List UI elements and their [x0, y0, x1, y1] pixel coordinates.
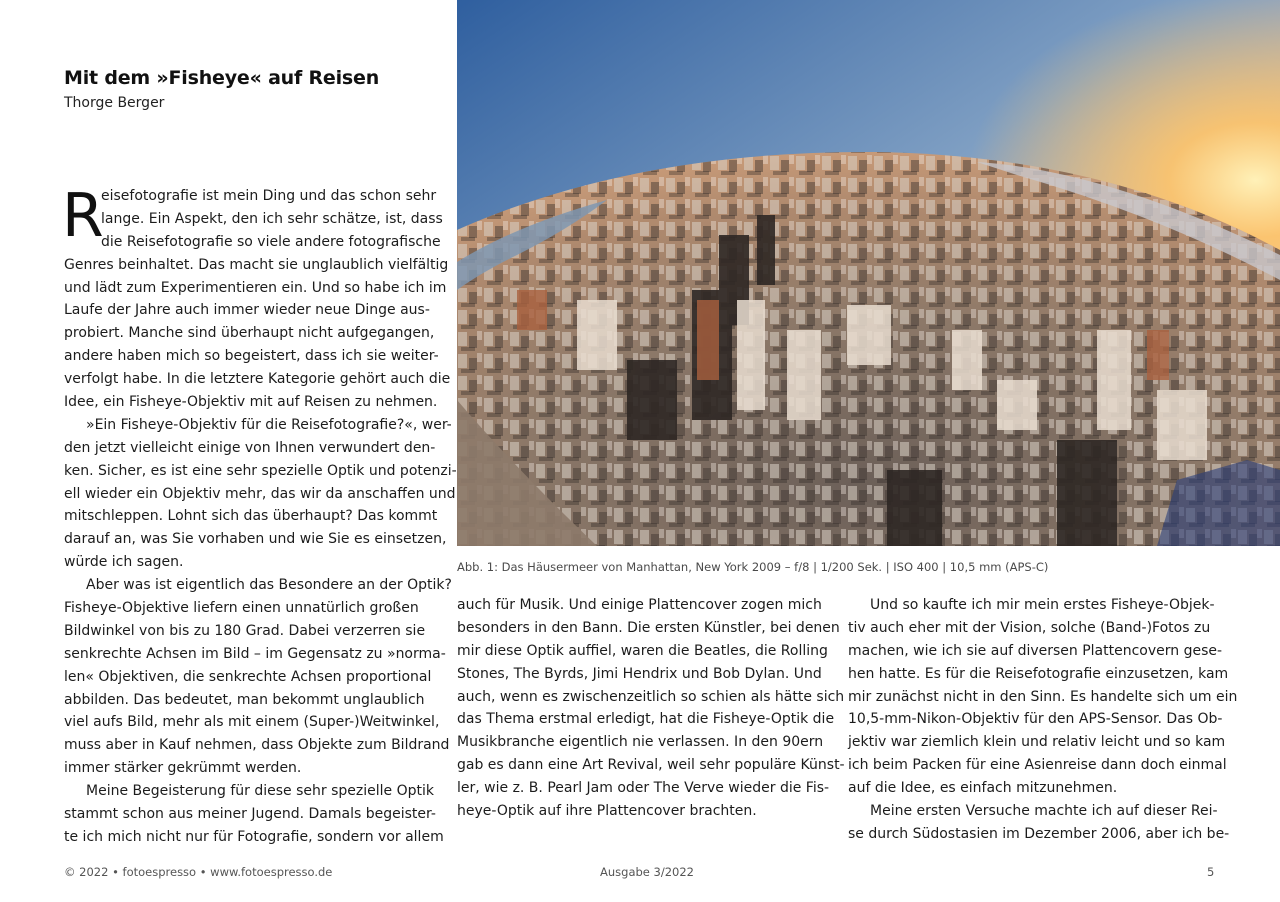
text-line: Laufe der Jahre auch immer wieder neue Dinge aus-	[64, 302, 430, 319]
text-line: den jetzt vielleicht einige von Ihnen verwundert den-	[64, 439, 436, 456]
article-title: Mit dem »Fisheye« auf Reisen	[64, 67, 380, 89]
text-line: Meine ersten Versuche machte ich auf dieser Rei-	[870, 803, 1218, 820]
text-line: tiv auch eher mit der Vision, solche (Band-)Fotos zu	[848, 619, 1211, 636]
text-line: 10,5-mm-Nikon-Objektiv für den APS-Sensor. Das Ob-	[848, 711, 1223, 728]
text-line: Bildwinkel von bis zu 180 Grad. Dabei verzerren sie	[64, 622, 426, 639]
text-line: machen, wie ich sie auf diversen Plattencovern gese-	[848, 642, 1223, 659]
text-line: ken. Sicher, es ist eine sehr spezielle Optik und potenzi-	[64, 462, 457, 479]
text-line: auf die Idee, es einfach mitzunehmen.	[848, 780, 1118, 797]
dropcap-container	[62, 181, 457, 849]
text-column-left	[62, 181, 457, 849]
text-column-right	[848, 594, 1238, 846]
text-line: mir diese Optik auffiel, waren die Beatles, die Rolling	[457, 642, 828, 659]
text-line: Musikbranche eigentlich nie verlassen. In den 90ern	[457, 734, 824, 751]
text-line: Stones, The Byrds, Jimi Hendrix und Bob Dylan. Und	[457, 665, 822, 682]
text-line: eisefotografie ist mein Ding und das schon sehr	[101, 188, 437, 204]
text-line: verfolgt habe. In die letztere Kategorie gehört auch die	[64, 371, 451, 388]
text-line: se durch Südostasien im Dezember 2006, aber ich be-	[848, 825, 1230, 842]
fisheye-photo-manhattan	[457, 0, 1280, 546]
text-line: abbilden. Das bedeutet, man bekommt unglaublich	[64, 691, 425, 708]
text-line: die Reisefotografie so viele andere fotografische	[101, 233, 441, 250]
text-line: mitschleppen. Lohnt sich das überhaupt? Das kommt	[64, 508, 438, 525]
text-line: Meine Begeisterung für diese sehr spezielle Optik	[86, 783, 434, 800]
text-line: Idee, ein Fisheye-Objektiv mit auf Reisen zu nehmen.	[64, 394, 438, 411]
text-line: stammt schon aus meiner Jugend. Damals begeister-	[64, 806, 436, 823]
text-line: jektiv war ziemlich klein und relativ leicht und so kam	[848, 734, 1226, 751]
text-line: darauf an, was Sie vorhaben und wie Sie es einsetzen,	[64, 531, 447, 548]
text-line: hen hatte. Es für die Reisefotografie einzusetzen, kam	[848, 665, 1229, 682]
dropcap: R	[62, 181, 104, 251]
text-line: immer stärker gekrümmt werden.	[64, 760, 302, 777]
text-line: probiert. Manche sind überhaupt nicht aufgegangen,	[64, 325, 435, 342]
text-line: auch für Musik. Und einige Plattencover zogen mich	[457, 597, 822, 613]
text-line: ich beim Packen für eine Asienreise dann doch einmal	[848, 757, 1227, 774]
text-line: senkrechte Achsen im Bild – im Gegensatz zu »norma-	[64, 645, 446, 662]
footer-copyright: © 2022 • fotoespresso • www.fotoespresso.de	[64, 865, 333, 879]
text-line: gab es dann eine Art Revival, weil sehr populäre Künst-	[457, 757, 845, 774]
text-line: ler, wie z. B. Pearl Jam oder The Verve wieder die Fis-	[457, 780, 830, 797]
text-line: Aber was ist eigentlich das Besondere an der Optik?	[86, 577, 452, 594]
text-line: besonders in den Bann. Die ersten Künstler, bei denen	[457, 619, 840, 636]
text-line: te ich mich nicht nur für Fotografie, sondern vor allem	[64, 828, 444, 845]
text-line: andere haben mich so begeistert, dass ich sie weiter-	[64, 348, 439, 365]
page-number: 5	[1207, 865, 1215, 879]
text-line: muss aber in Kauf nehmen, dass Objekte zum Bildrand	[64, 737, 450, 754]
text-line: mir zunächst nicht in den Sinn. Es handelte sich um ein	[848, 688, 1238, 705]
text-line: lange. Ein Aspekt, den ich sehr schätze, ist, dass	[101, 210, 443, 227]
text-line: ell wieder ein Objektiv mehr, das wir da anschaffen und	[64, 485, 456, 502]
text-line: auch, wenn es zwischenzeitlich so schien als hätte sich	[457, 688, 845, 705]
text-line: Genres beinhaltet. Das macht sie unglaublich vielfältig	[64, 256, 449, 273]
text-line: »Ein Fisheye-Objektiv für die Reisefotografie?«, wer-	[86, 416, 452, 433]
text-line: würde ich sagen.	[64, 554, 184, 571]
text-line: Und so kaufte ich mir mein erstes Fisheye-Objek-	[870, 597, 1215, 613]
footer-issue: Ausgabe 3/2022	[600, 865, 694, 879]
article-author: Thorge Berger	[64, 95, 165, 111]
text-line: viel aufs Bild, mehr als mit einem (Super-)Weitwinkel,	[64, 714, 440, 731]
text-line: Fisheye-Objektive liefern einen unnatürlich großen	[64, 600, 419, 617]
text-line: heye-Optik auf ihre Plattencover brachten.	[457, 803, 757, 820]
text-column-middle	[457, 594, 845, 823]
text-line: und lädt zum Experimentieren ein. Und so habe ich im	[64, 279, 447, 296]
figure-caption: Abb. 1: Das Häusermeer von Manhattan, New York 2009 – f/8 | 1/200 Sek. | ISO 400 | 10,5 mm (APS-C)	[457, 560, 1049, 574]
text-line: len« Objektiven, die senkrechte Achsen proportional	[64, 668, 432, 685]
text-line: das Thema erstmal erledigt, hat die Fisheye-Optik die	[457, 711, 835, 728]
